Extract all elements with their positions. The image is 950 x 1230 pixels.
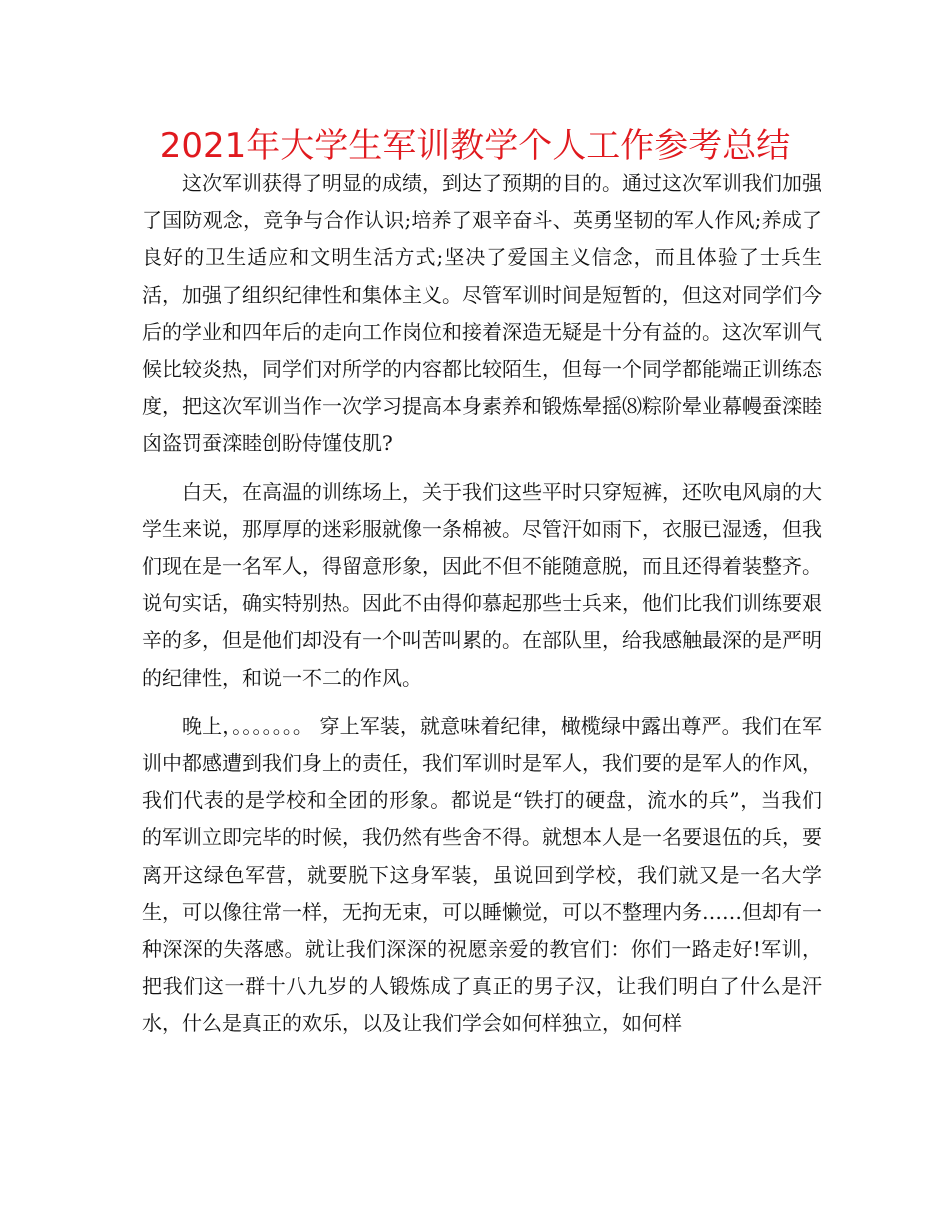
document-body bbox=[142, 165, 822, 1054]
paragraph-1: 这次军训获得了明显的成绩，到达了预期的目的。通过这次军训我们加强了国防观念，竞争与合作认识;培养了艰辛奋斗、英勇坚韧的军人作风;养成了良好的卫生适应和文明生活方式;坚决了爱国主义信念，而且体验了士兵生活，加强了组织纪律性和集体主义。尽管军训时间是短暂的，但这对同学们今后的学业和四年后的走向工作岗位和接着深造无疑是十分有益的。这次军训气候比较炎热，同学们对所学的内容都比较陌生，但每一个同学都能端正训练态度，把这次军训当作一次学习提高本身素养和锻炼晕摇⑻粽阶晕业幕幔蚕滦睦囟盗罚蚕滦睦创盼侍馑伎肌? bbox=[142, 171, 822, 456]
paragraph-3: 晚上，。。。。。。。 穿上军装，就意味着纪律，橄榄绿中露出尊严。我们在军训中都感遭到我们身上的责任，我们军训时是军人，我们要的是军人的作风，我们代表的是学校和全团的形象。都说是“铁打的硬盘，流水的兵”，当我们的军训立即完毕的时候，我仍然有些舍不得。就想本人是一名要退伍的兵，要离开这绿色军营，就要脱下这身军装，虽说回到学校，我们就又是一名大学生，可以像往常一样，无拘无束，可以睡懒觉，可以不整理内务……但却有一种深深的失落感。就让我们深深的祝愿亲爱的教官们：你们一路走好!军训，把我们这一群十八九岁的人锻炼成了真正的男子汉，让我们明白了什么是汗水，什么是真正的欢乐，以及让我们学会如何样独立，如何样 bbox=[142, 713, 822, 1036]
document-title: 2021年大学生军训教学个人工作参考总结 bbox=[159, 126, 791, 166]
paragraph-2: 白天，在高温的训练场上，关于我们这些平时只穿短裤，还吹电风扇的大学生来说，那厚厚的迷彩服就像一条棉被。尽管汗如雨下，衣服已湿透，但我们现在是一名军人，得留意形象，因此不但不能随意脱，而且还得着装整齐。说句实话，确实特别热。因此不由得仰慕起那些士兵来，他们比我们训练要艰辛的多，但是他们却没有一个叫苦叫累的。在部队里，给我感触最深的是严明的纪律性，和说一不二的作风。 bbox=[142, 479, 822, 690]
